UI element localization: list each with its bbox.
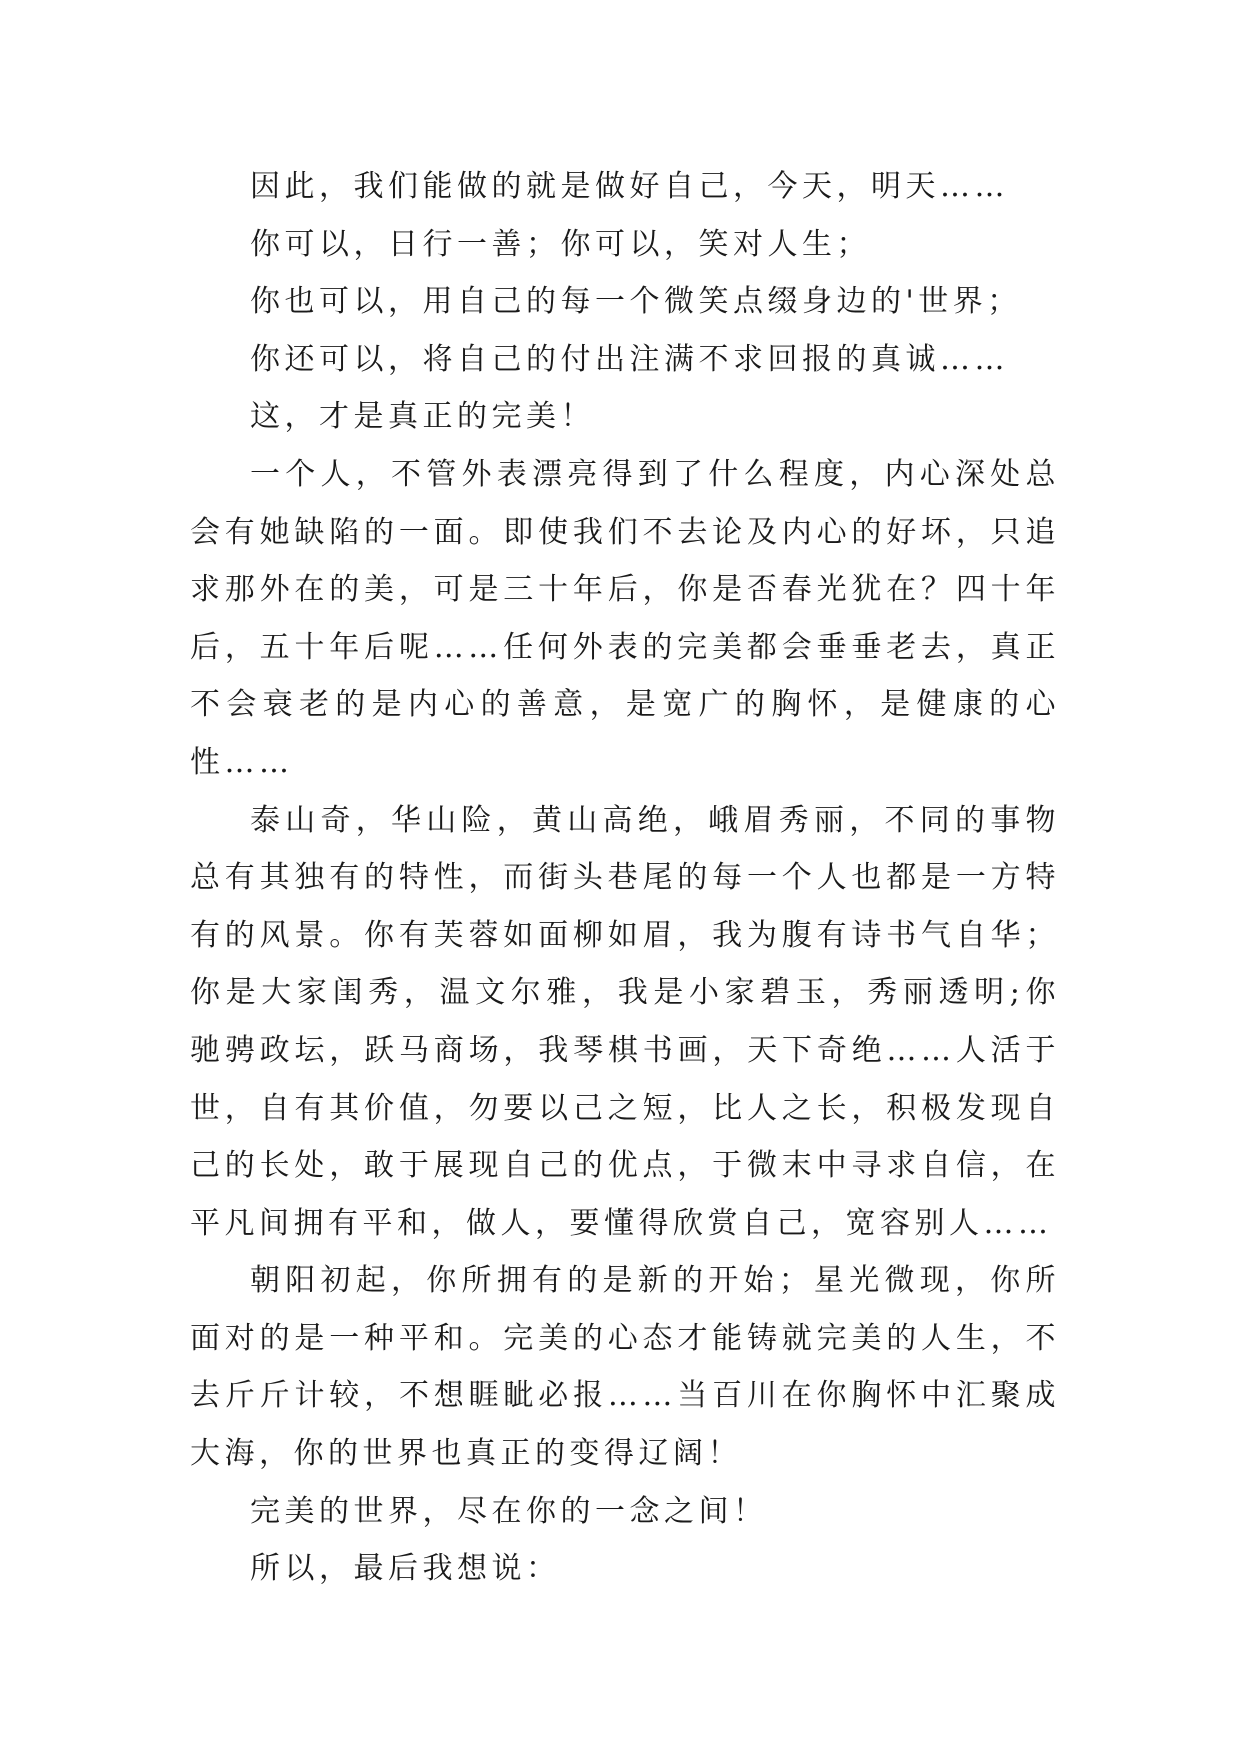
paragraph: 一个人，不管外表漂亮得到了什么程度，内心深处总会有她缺陷的一面。即使我们不去论及内心的好坏，只追求那外在的美，可是三十年后，你是否春光犹在？四十年后，五十年后呢……任何外表的完美都会垂垂老去，真正不会衰老的是内心的善意，是宽广的胸怀，是健康的心性…… [190,456,1060,780]
paragraph: 完美的世界，尽在你的一念之间！ [250,1493,768,1529]
document-body [190,158,1060,1598]
paragraph: 你可以，日行一善；你可以，笑对人生； [250,226,871,262]
paragraph: 你也可以，用自己的每一个微笑点缀身边的'世界； [250,284,1022,320]
paragraph: 你还可以，将自己的付出注满不求回报的真诚…… [250,341,1009,377]
paragraph: 因此，我们能做的就是做好自己，今天，明天…… [250,169,1009,204]
paragraph: 朝阳初起，你所拥有的是新的开始；星光微现，你所面对的是一种平和。完美的心态才能铸就完美的人生，不去斤斤计较，不想睚眦必报……当百川在你胸怀中汇聚成大海，你的世界也真正的变得辽阔！ [190,1263,1060,1472]
paragraph: 所以，最后我想说： [250,1551,561,1587]
paragraph: 泰山奇，华山险，黄山高绝，峨眉秀丽，不同的事物总有其独有的特性，而街头巷尾的每一个人也都是一方特有的风景。你有芙蓉如面柳如眉，我为腹有诗书气自华；你是大家闺秀，温文尔雅，我是小家碧玉，秀丽透明;你驰骋政坛，跃马商场，我琴棋书画，天下奇绝……人活于世，自有其价值，勿要以己之短，比人之长，积极发现自己的长处，敢于展现自己的优点，于微末中寻求自信，在平凡间拥有平和，做人，要懂得欣赏自己，宽容别人…… [190,802,1060,1241]
paragraph: 这，才是真正的完美！ [250,399,595,435]
